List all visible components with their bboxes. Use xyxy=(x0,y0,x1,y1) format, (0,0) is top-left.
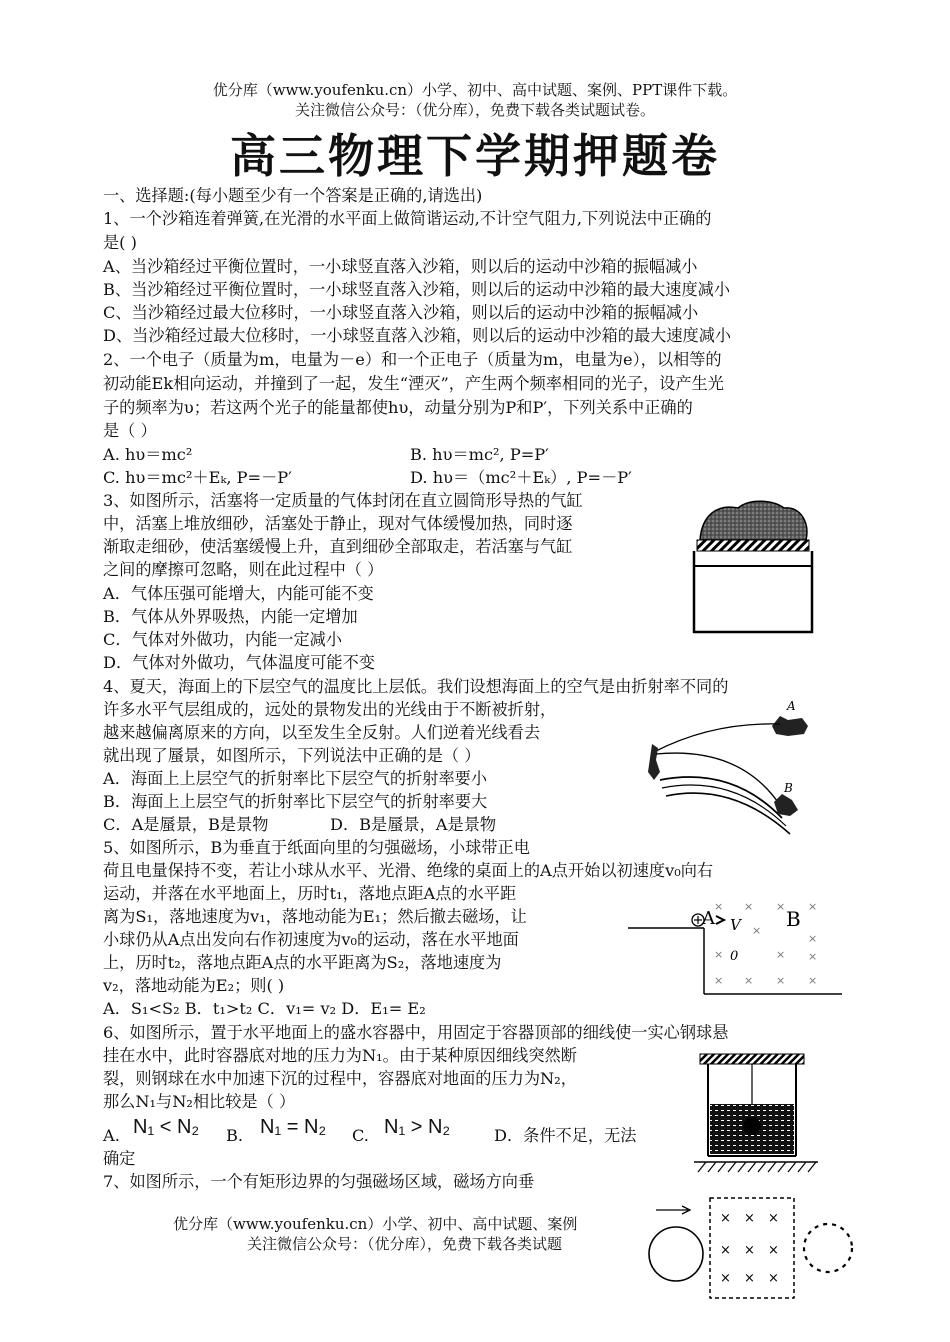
svg-text:×: × xyxy=(752,924,762,937)
q6-option-c-label: C. xyxy=(352,1126,369,1145)
svg-text:×: × xyxy=(776,974,786,987)
svg-text:×: × xyxy=(720,1243,731,1258)
svg-text:×: × xyxy=(768,1271,779,1286)
q2-option-a: A. hυ＝mc² xyxy=(103,445,193,464)
q3-stem: 3、如图所示，活塞将一定质量的气体封闭在直立圆筒形导热的气缸 xyxy=(103,491,583,510)
mirage-figure xyxy=(632,696,812,836)
q3-option-c: C．气体对外做功，内能一定减小 xyxy=(103,630,343,649)
q3-option-d: D．气体对外做功，气体温度可能不变 xyxy=(103,653,375,672)
svg-text:×: × xyxy=(744,974,754,987)
q3-stem: 之间的摩擦可忽略，则在此过程中（ ） xyxy=(103,560,384,579)
q2-stem: 初动能Ek相向运动，并撞到了一起，发生“湮灭”，产生两个频率相同的光子，设产生光 xyxy=(103,374,724,393)
piston xyxy=(697,540,809,551)
q4-option-c: C．A是蜃景，B是景物 xyxy=(103,815,269,834)
q5-options: A．S₁<S₂ B．t₁>t₂ C．v₁= v₂ D．E₁= E₂ xyxy=(103,999,426,1018)
q1-option-b: B、当沙箱经过平衡位置时，一小球竖直落入沙箱，则以后的运动中沙箱的最大速度减小 xyxy=(103,280,731,299)
svg-text:×: × xyxy=(768,1243,779,1258)
q6-option-d-cont: 确定 xyxy=(103,1149,136,1168)
q2-option-b: B. hυ＝mc², P=P′ xyxy=(410,445,549,464)
svg-text:×: × xyxy=(808,950,818,963)
q3-stem: 中，活塞上堆放细砂，活塞处于静止，现对气体缓慢加热，同时逐 xyxy=(103,514,573,533)
q6-option-d: D．条件不足，无法 xyxy=(494,1126,637,1145)
q4-option-b: B．海面上上层空气的折射率比下层空气的折射率要大 xyxy=(103,792,488,811)
page-title: 高三物理下学期押题卷 xyxy=(230,129,720,183)
q2-stem: 是（ ） xyxy=(103,421,157,440)
q6-stem: 那么N₁与N₂相比较是（ ） xyxy=(103,1092,296,1111)
steel-ball xyxy=(743,1117,761,1135)
svg-text:×: × xyxy=(714,974,724,987)
q6-stem: 挂在水中，此时容器底对地的压力为N₁。由于某种原因细线突然断 xyxy=(103,1046,577,1065)
q6-option-b-label: B. xyxy=(226,1126,244,1145)
q5-stem: 5、如图所示，B为垂直于纸面向里的匀强磁场，小球带正电 xyxy=(103,838,530,857)
footer-line-2: 关注微信公众号：（优分库），免费下载各类试题 xyxy=(247,1235,563,1253)
q2-option-d: D. hυ＝（mc²＋Eₖ）, P=－P′ xyxy=(410,468,632,487)
q4-option-a: A．海面上上层空气的折射率比下层空气的折射率要小 xyxy=(103,769,488,788)
svg-text:×: × xyxy=(776,948,786,961)
q4-stem: 越来越偏离原来的方向，以至发生全反射。人们逆着光线看去 xyxy=(103,723,541,742)
svg-text:×: × xyxy=(808,900,818,913)
q1-stem: 是( ) xyxy=(103,233,137,252)
label-v: V xyxy=(730,916,741,934)
q1-option-a: A、当沙箱经过平衡位置时，一小球竖直落入沙箱，则以后的运动中沙箱的振幅减小 xyxy=(103,257,698,276)
q2-stem: 2、一个电子（质量为m，电量为－e）和一个正电子（质量为m，电量为e），以相等的 xyxy=(103,350,722,369)
sand-pile xyxy=(700,501,807,540)
field-cross-marks xyxy=(720,1211,779,1286)
q5-stem: 离为S₁，落地速度为v₁，落地动能为E₁；然后撤去磁场，让 xyxy=(103,907,527,926)
svg-text:×: × xyxy=(776,900,786,913)
label-a-point: A xyxy=(702,908,715,929)
q5-stem: 运动，并落在水平地面上，历时t₁，落地点距A点的水平距 xyxy=(103,884,517,903)
svg-text:×: × xyxy=(744,1243,755,1258)
wire-loop xyxy=(649,1227,703,1281)
q1-stem: 1、一个沙箱连着弹簧,在光滑的水平面上做简谐运动,不计空气阻力,下列说法中正确的 xyxy=(103,209,712,228)
q6-option-c-relation: N₁ > N₂ xyxy=(384,1116,451,1138)
q4-stem: 就出现了蜃景，如图所示，下列说法中正确的是（ ） xyxy=(103,746,481,765)
svg-text:×: × xyxy=(744,1211,755,1226)
svg-text:×: × xyxy=(808,932,818,945)
svg-text:×: × xyxy=(720,1211,731,1226)
svg-text:×: × xyxy=(714,900,724,913)
q3-stem: 渐取走细砂，使活塞缓慢上升，直到细砂全部取走，若活塞与气缸 xyxy=(103,537,573,556)
header-line-2: 关注微信公众号：（优分库），免费下载各类试题试卷。 xyxy=(294,101,655,119)
water-container-figure xyxy=(690,1048,822,1176)
q7-stem: 7、如图所示，一个有矩形边界的匀强磁场区域，磁场方向垂 xyxy=(103,1172,535,1191)
q6-stem: 裂，则钢球在水中加速下沉的过程中，容器底对地面的压力为N₂， xyxy=(103,1069,577,1088)
q1-option-d: D、当沙箱经过最大位移时，一小球竖直落入沙箱，则以后的运动中沙箱的最大速度减小 xyxy=(103,326,732,345)
section-heading: 一、选择题:(每小题至少有一个答案是正确的,请选出) xyxy=(103,186,483,205)
svg-text:×: × xyxy=(744,900,754,913)
velocity-arrow-icon xyxy=(716,916,724,924)
q2-stem: 子的频率为υ；若这两个光子的能量都使hυ，动量分别为P和P′，下列关系中正确的 xyxy=(103,398,693,417)
field-cross-marks xyxy=(714,900,817,987)
q4-option-d: D．B是蜃景，A是景物 xyxy=(330,815,497,834)
header-line-1: 优分库（www.youfenku.cn）小学、初中、高中试题、案例、PPT课件下载。 xyxy=(212,81,738,99)
svg-text:×: × xyxy=(720,1271,731,1286)
q6-stem: 6、如图所示，置于水平地面上的盛水容器中，用固定于容器顶部的细线使一实心钢球悬 xyxy=(103,1023,729,1042)
q5-stem: 上，历时t₂，落地点距A点的水平距离为S₂，落地速度为 xyxy=(103,953,502,972)
loop-field-figure xyxy=(646,1192,860,1304)
q6-option-a-label: A. xyxy=(103,1126,120,1145)
q1-option-c: C、当沙箱经过最大位移时，一小球竖直落入沙箱，则以后的运动中沙箱的振幅减小 xyxy=(103,303,699,322)
q6-option-a-relation: N₁ < N₂ xyxy=(133,1116,200,1138)
label-b: B xyxy=(784,781,793,795)
q4-stem: 4、夏天，海面上的下层空气的温度比上层低。我们设想海面上的空气是由折射率不同的 xyxy=(103,677,729,696)
svg-text:×: × xyxy=(768,1211,779,1226)
q5-stem: 荷且电量保持不变，若让小球从水平、光滑、绝缘的桌面上的A点开始以初速度v₀向右 xyxy=(103,861,714,880)
svg-text:×: × xyxy=(744,1271,755,1286)
q5-stem: 小球仍从A点出发向右作初速度为v₀的运动，落在水平地面 xyxy=(103,930,519,949)
dashed-loop xyxy=(804,1224,852,1272)
cylinder-piston-figure xyxy=(688,496,828,638)
svg-text:×: × xyxy=(714,948,724,961)
q3-option-b: B．气体从外界吸热，内能一定增加 xyxy=(103,607,358,626)
q6-option-b-relation: N₁ = N₂ xyxy=(260,1116,327,1138)
q4-stem: 许多水平气层组成的，远处的景物发出的光线由于不断被折射， xyxy=(103,700,557,719)
svg-text:×: × xyxy=(808,974,818,987)
object-a xyxy=(772,716,808,736)
footer-line-1: 优分库（www.youfenku.cn）小学、初中、高中试题、案例 xyxy=(173,1215,578,1233)
object-b xyxy=(774,794,798,816)
label-b-field: B xyxy=(786,907,801,931)
q2-option-c: C. hυ＝mc²＋Eₖ, P=－P′ xyxy=(103,468,292,487)
container-lid xyxy=(700,1054,804,1064)
label-0: 0 xyxy=(730,949,739,964)
magnetic-field-table-figure xyxy=(626,896,846,1000)
label-a: A xyxy=(787,699,796,713)
q5-stem: v₂，落地动能为E₂；则( ) xyxy=(103,976,285,995)
q3-option-a: A．气体压强可能增大，内能可能不变 xyxy=(103,584,374,603)
